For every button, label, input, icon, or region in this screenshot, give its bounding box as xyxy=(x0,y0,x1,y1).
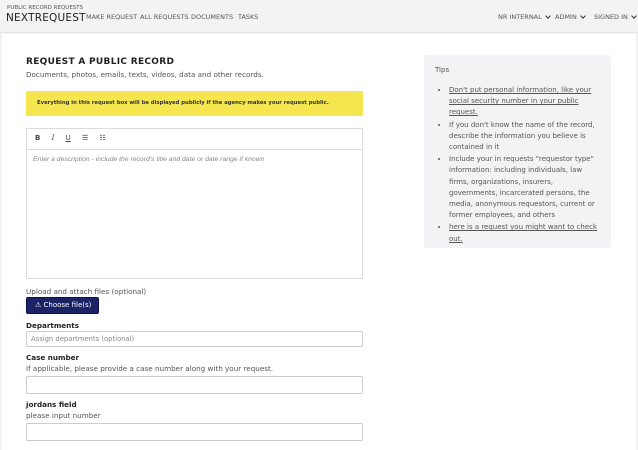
tips-panel xyxy=(424,55,611,248)
case-number-input[interactable] xyxy=(26,376,363,394)
page-title: REQUEST A PUBLIC RECORD xyxy=(26,57,175,67)
italic-button[interactable]: I xyxy=(51,134,55,142)
jordans-field-help: please input number xyxy=(26,411,101,420)
upload-label: Upload and attach files (optional) xyxy=(26,287,147,296)
tip-item: • Include your in requests "requestor type" information: including individuals, law firms, organizations, insurers, governments, incarcerated persons, the media, anonymous requestors, current or former employees, and others xyxy=(449,154,601,221)
tip-item xyxy=(449,85,601,119)
case-number-help: If applicable, please provide a case number along with your request. xyxy=(26,364,274,373)
button-label: Choose file(s) xyxy=(43,301,92,309)
menu-label: SIGNED IN xyxy=(594,13,628,21)
tip-link[interactable]: here is a request you might want to check out. xyxy=(449,223,598,243)
tips-title: Tips xyxy=(435,66,450,74)
tip-item xyxy=(449,222,601,244)
tip-item: • If you don't know the name of the record, describe the information you believe is contained in it xyxy=(449,120,601,154)
top-nav xyxy=(0,0,638,33)
upload-icon: ⚠ xyxy=(35,301,42,309)
tip-link[interactable]: Don't put personal information, like your social security number in your public request. xyxy=(449,86,592,117)
public-warning-banner: Everything in this request box will be displayed publicly if the agency makes your request public. xyxy=(26,91,363,116)
page-subtitle: Documents, photos, emails, texts, videos, data and other records. xyxy=(26,70,264,79)
nav-all-requests[interactable]: ALL REQUESTS xyxy=(140,13,189,21)
chevron-down-icon xyxy=(545,13,551,19)
admin-menu[interactable] xyxy=(555,13,585,21)
editor-toolbar xyxy=(27,129,362,150)
chevron-down-icon xyxy=(580,13,586,19)
signed-in-menu[interactable] xyxy=(594,13,636,21)
nr-internal-menu[interactable] xyxy=(498,13,550,21)
brand-subtitle: PUBLIC RECORD REQUESTS xyxy=(7,5,84,11)
departments-input[interactable]: Assign departments (optional) xyxy=(26,331,363,347)
menu-label: NR INTERNAL xyxy=(498,13,542,21)
bullet-list-icon[interactable]: ☰ xyxy=(81,134,89,142)
jordans-field-input[interactable] xyxy=(26,423,363,441)
numbered-list-icon[interactable]: ☷ xyxy=(99,134,106,142)
menu-label: ADMIN xyxy=(555,13,577,21)
brand-logo[interactable]: NEXTREQUEST xyxy=(6,12,86,24)
description-input[interactable]: Enter a description - include the record's title and date or date range if known xyxy=(33,156,265,163)
departments-label: Departments xyxy=(26,321,80,330)
bold-button[interactable]: B xyxy=(35,134,41,142)
case-number-label: Case number xyxy=(26,353,80,362)
jordans-field-label: jordans field xyxy=(26,400,77,409)
choose-files-button[interactable] xyxy=(26,297,99,314)
nav-tasks[interactable]: TASKS xyxy=(238,13,259,21)
description-editor[interactable] xyxy=(26,128,363,279)
chevron-down-icon xyxy=(631,13,637,19)
nav-documents[interactable]: DOCUMENTS xyxy=(191,13,234,21)
nav-make-request[interactable]: MAKE REQUEST xyxy=(86,13,138,21)
underline-button[interactable]: U xyxy=(65,134,71,142)
